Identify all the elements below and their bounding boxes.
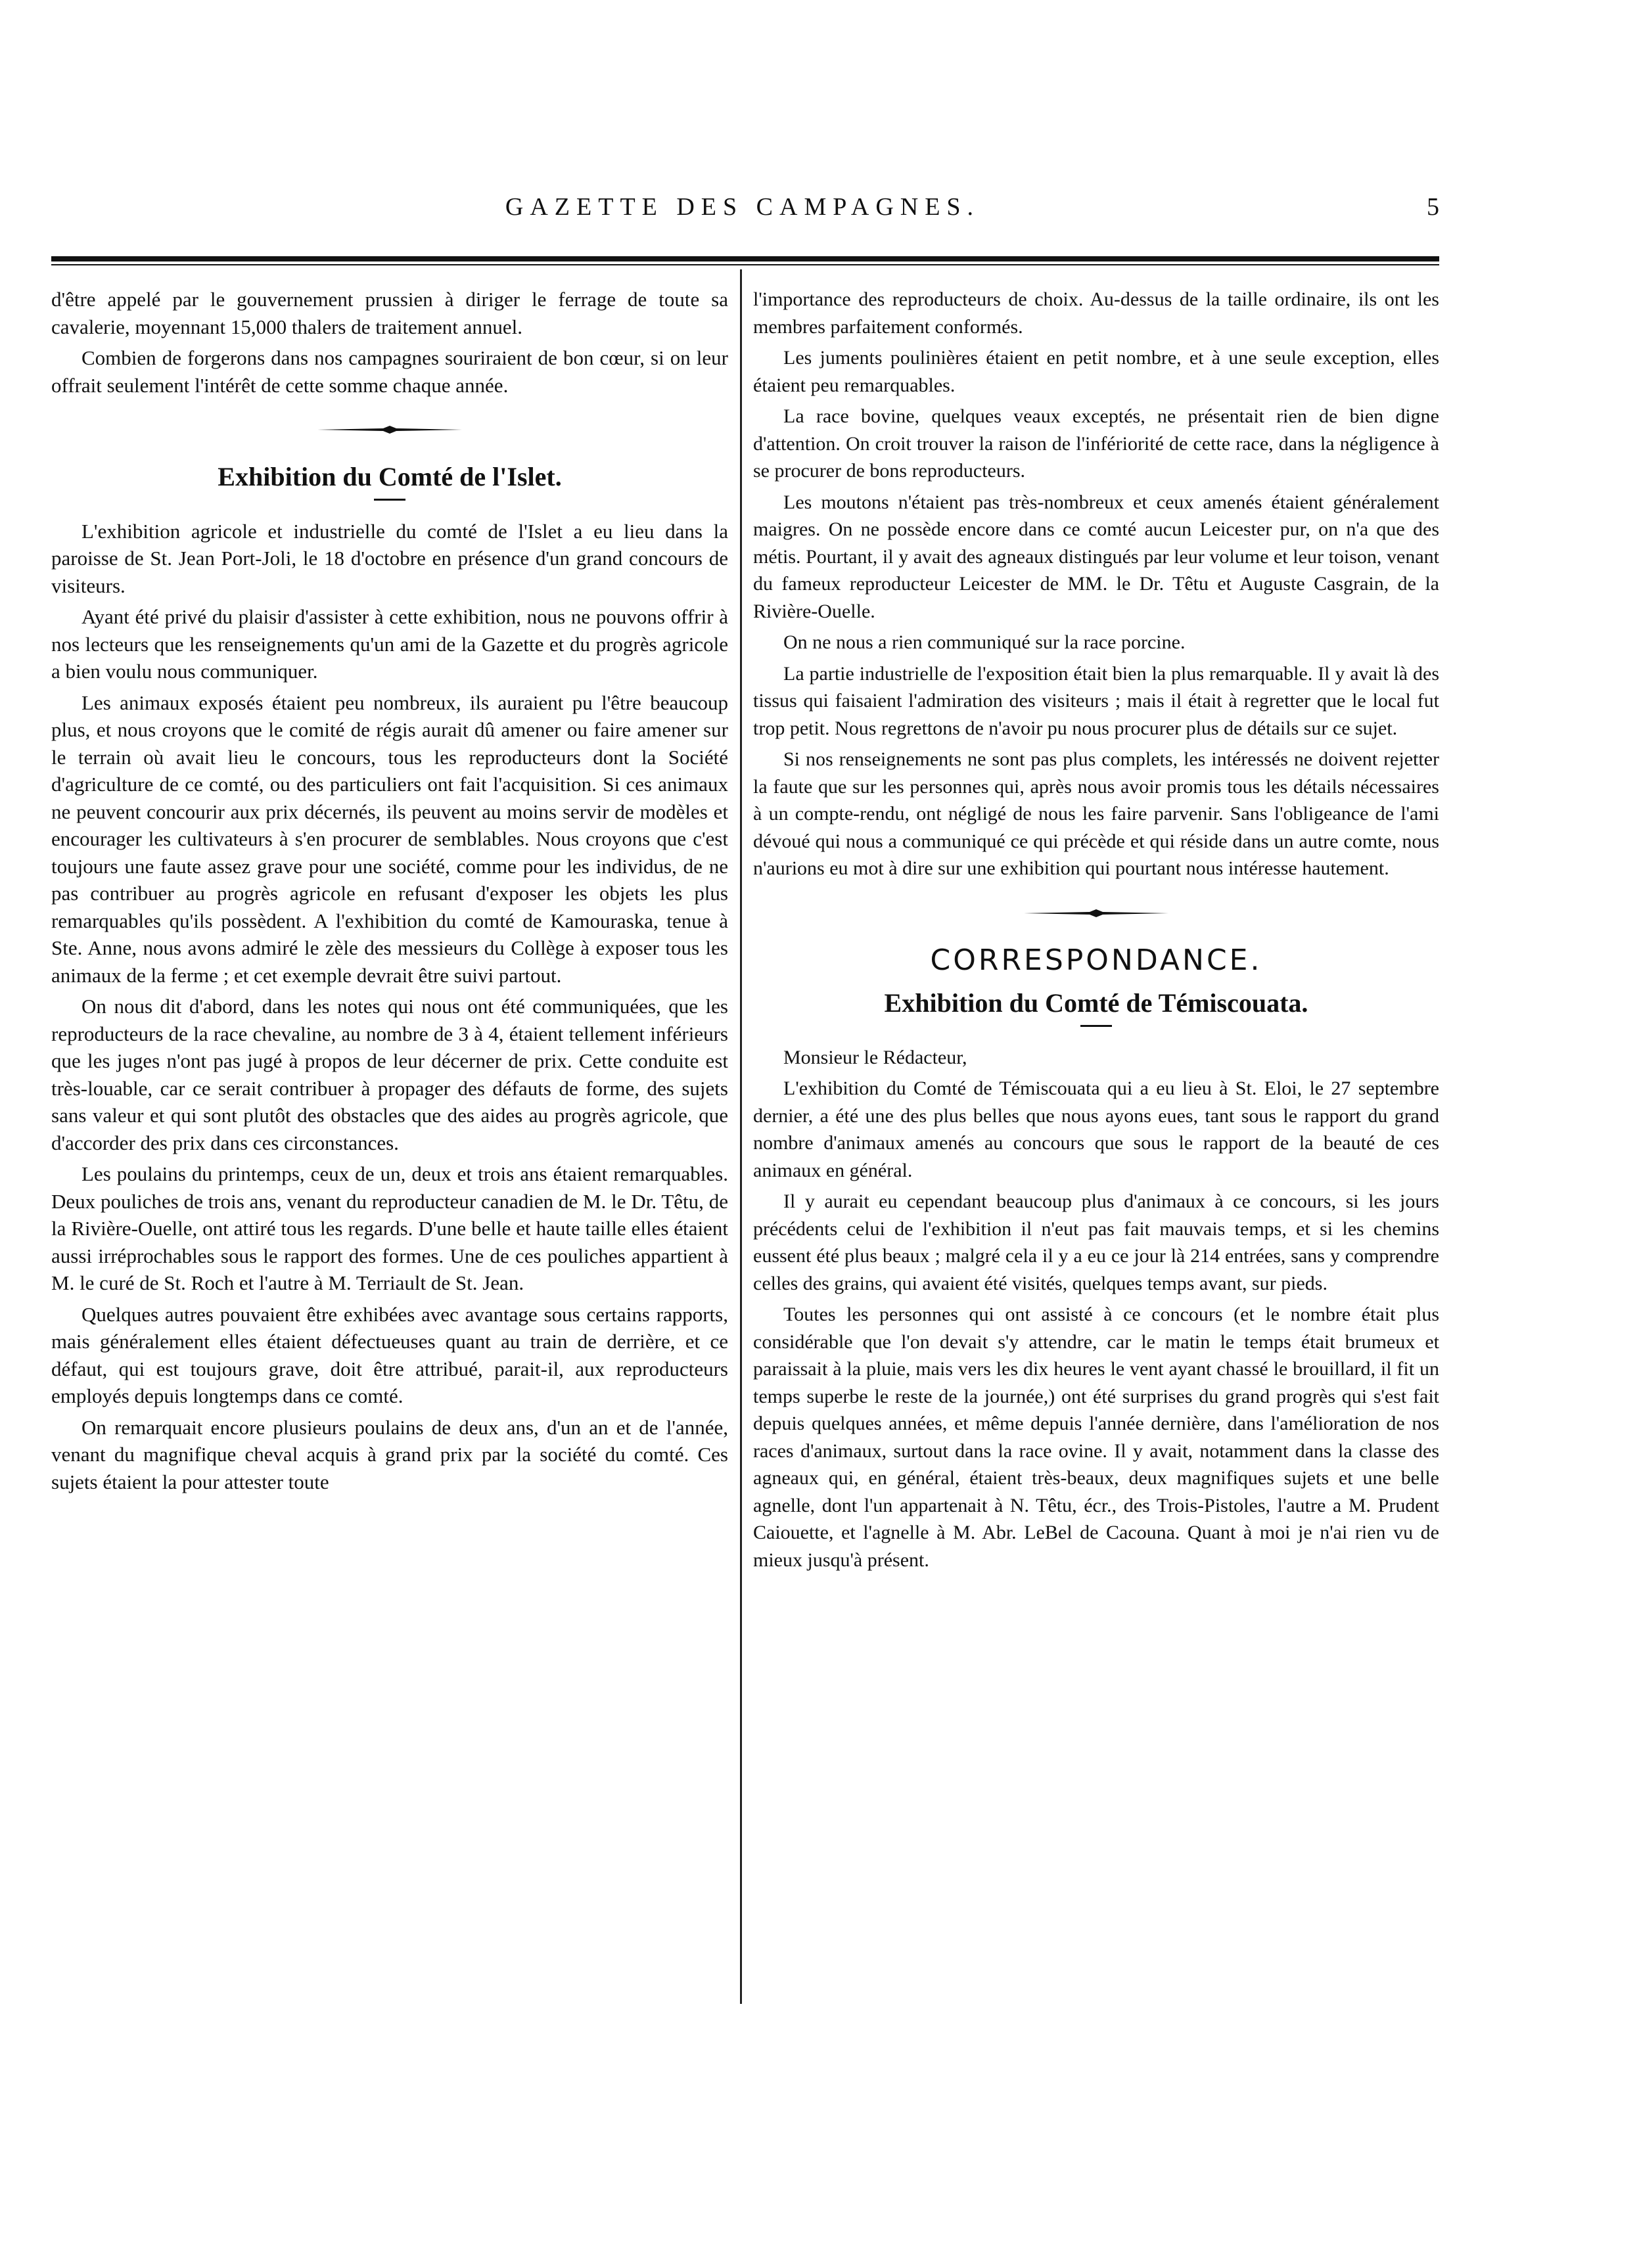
intro-paragraph: Combien de forgerons dans nos campagnes souriraient de bon cœur, si on leur offrait seulement l'intérêt de cette somme chaque année. bbox=[51, 346, 728, 397]
article-paragraph: Quelques autres pouvaient être exhibées avec avantage sous certains rapports, mais généralement elles étaient défectueuses quant au train de derrière, et ce défaut, qui est toujours grave, doit être attribué, parait-il, aux reproducteurs employés depuis longtemps dans ce comté. bbox=[51, 1302, 728, 1407]
article-paragraph: La race bovine, quelques veaux exceptés, ne présentait rien de bien digne d'attention. On croit trouver la raison de l'infériorité de cette race, dans la négligence à se procurer de bons reproducteurs. bbox=[753, 405, 1439, 482]
article-paragraph: l'importance des reproducteurs de choix. Au-dessus de la taille ordinaire, ils ont les membres parfaitement conformés. bbox=[753, 288, 1439, 338]
article-paragraph: Les moutons n'étaient pas très-nombreux et ceux amenés étaient généralement maigres. On ne possède encore dans ce comté aucun Leicester pur, on n'a que des métis. Pourtant, il y avait des agneaux distingués par leur volume et leur toison, venant du fameux reproducteur Leicester de MM. le Dr. Têtu et Auguste Casgrain, de la Rivière-Ouelle. bbox=[753, 491, 1439, 622]
salutation: Monsieur le Rédacteur, bbox=[783, 1046, 967, 1068]
separator-ornament-icon bbox=[317, 425, 462, 434]
article-paragraph: Les poulains du printemps, ceux de un, deux et trois ans étaient remarquables. Deux pouliches de trois ans, venant du reproducteur canadien de M. le Dr. Têtu, de la Rivière-Ouelle, ont attiré tous les regards. D'une belle et haute taille elles étaient aussi irréprochables sous le rapport des formes. Une de ces pouliches appartient à M. le curé de St. Roch et l'autre à M. Terriault de St. Jean. bbox=[51, 1162, 728, 1294]
intro-paragraph: d'être appelé par le gouvernement prussien à diriger le ferrage de toute sa cavalerie, moyennant 15,000 thalers de traitement annuel. bbox=[51, 288, 728, 338]
header-rule-thick bbox=[51, 256, 1439, 261]
article-paragraph: On ne nous a rien communiqué sur la race porcine. bbox=[783, 631, 1186, 653]
separator-ornament bbox=[753, 909, 1439, 918]
title-rule bbox=[374, 499, 405, 501]
article-paragraph: Ayant été privé du plaisir d'assister à cette exhibition, nous ne pouvons offrir à nos lecteurs que les renseignements qu'un ami de la Gazette et du progrès agricole a bien voulu nous communiquer. bbox=[51, 605, 728, 683]
left-column bbox=[51, 286, 728, 1499]
separator-ornament-icon bbox=[1024, 909, 1168, 918]
article-paragraph: La partie industrielle de l'exposition était bien la plus remarquable. Il y avait là des tissus qui faisaient l'admiration des visiteurs ; mais il était à regretter que le local fut trop petit. Nous regrettons de n'avoir pu nous procurer plus de détails sur ce sujet. bbox=[753, 662, 1439, 739]
title-rule bbox=[1080, 1025, 1112, 1027]
article-paragraph: L'exhibition agricole et industrielle du comté de l'Islet a eu lieu dans la paroisse de St. Jean Port-Joli, le 18 d'octobre en présence d'un grand concours de visiteurs. bbox=[51, 519, 728, 597]
article-paragraph: Les animaux exposés étaient peu nombreux, ils auraient pu l'être beaucoup plus, et nous croyons que le comité de régis aurait dû amener ou faire amener sur le terrain où avait lieu le concours, tous les reproducteurs dont la Société d'agriculture de ce comté, ou des particuliers ont fait l'acquisition. Si ces animaux ne peuvent concourir aux prix décernés, ils peuvent au moins servir de modèles et encourager les cultivateurs à s'en procurer de semblables. Nous croyons que c'est toujours une faute assez grave pour une société, comme pour les individus, de ne pas contribuer au progrès agricole en refusant d'exposer les objets les plus remarquables qu'ils possèdent. A l'exhibition du comté de Kamouraska, tenue à Ste. Anne, nous avons admiré le zèle des messieurs du Collège à exposer tous les animaux de la ferme ; et cet exemple devrait être suivi partout. bbox=[51, 691, 728, 987]
section-title: CORRESPONDANCE. bbox=[930, 943, 1262, 977]
page-number: 5 bbox=[1427, 193, 1439, 221]
article-title: Exhibition du Comté de l'Islet. bbox=[218, 462, 562, 491]
letter-title: Exhibition du Comté de Témiscouata. bbox=[884, 988, 1308, 1018]
article-paragraph: On remarquait encore plusieurs poulains de deux ans, d'un an et de l'année, venant du magnifique cheval acquis à grand prix par la société du comté. Ces sujets étaient la pour attester toute bbox=[51, 1415, 728, 1493]
article-paragraph: Les juments poulinières étaient en petit nombre, et à une seule exception, elles étaient peu remarquables. bbox=[753, 347, 1439, 396]
letter-paragraph: Toutes les personnes qui ont assisté à ce concours (et le nombre était plus considérable que l'on devait s'y attendre, car le matin le temps était brumeux et paraissait à la pluie, mais vers les dix heures le vent ayant chassé le brouillard, il fit un temps superbe le reste de la journée,) ont été surprises du grand progrès qui s'est fait depuis quelques années, et même depuis l'année dernière, dans l'amélioration de nos races d'animaux, surtout dans la race ovine. Il y avait, notamment dans la classe des agneaux qui, en général, étaient très-beaux, deux magnifiques sujets et une belle agnelle, dont l'un appartenait à N. Têtu, écr., des Trois-Pistoles, l'autre a M. Prudent Caiouette, et l'agnelle à M. Abr. LeBel de Cacouna. Quant à moi je n'ai rien vu de mieux jusqu'à présent. bbox=[753, 1304, 1439, 1571]
separator-ornament bbox=[51, 425, 728, 434]
letter-paragraph: Il y aurait eu cependant beaucoup plus d'animaux à ce concours, si les jours précédents celui de l'exhibition il n'eut pas fait mauvais temps, et si les chemins eussent été plus beaux ; malgré cela il y a eu ce jour là 214 entrées, sans y comprendre celles des grains, qui avaient été visités, quelques temps avant, sur pieds. bbox=[753, 1191, 1439, 1294]
letter-paragraph: L'exhibition du Comté de Témiscouata qui a eu lieu à St. Eloi, le 27 septembre dernier, a été une des plus belles que nous ayons eues, tant sous le rapport du grand nombre d'animaux amenés au concours que sous le rapport de la beauté de ces animaux en général. bbox=[753, 1077, 1439, 1181]
column-divider bbox=[740, 269, 742, 2004]
article-paragraph: On nous dit d'abord, dans les notes qui nous ont été communiquées, que les reproducteurs de la race chevaline, au nombre de 3 à 4, étaient tellement inférieurs que les juges n'ont pas jugé à propos de leur décerner de prix. Cette conduite est très-louable, car ce serait contribuer à propager des défauts de forme, des sujets sans valeur et qui sont plutôt des obstacles que des aides au progrès agricole, que d'accorder des prix dans ces circonstances. bbox=[51, 995, 728, 1154]
page-header bbox=[46, 187, 1439, 233]
right-column bbox=[753, 286, 1439, 1577]
header-rule-thin bbox=[51, 264, 1439, 265]
running-title: GAZETTE DES CAMPAGNES. bbox=[505, 193, 981, 221]
article-paragraph: Si nos renseignements ne sont pas plus complets, les intéressés ne doivent rejetter la faute que sur les personnes qui, après nous avoir promis tous les détails nécessaires à un compte-rendu, ont négligé de nous les faire parvenir. Sans l'obligeance de l'ami dévoué qui nous a communiqué ce qui précède et qui réside dans un autre comte, nous n'aurions eu mot à dire sur une exhibition qui pourtant nous intéresse hautement. bbox=[753, 748, 1439, 879]
